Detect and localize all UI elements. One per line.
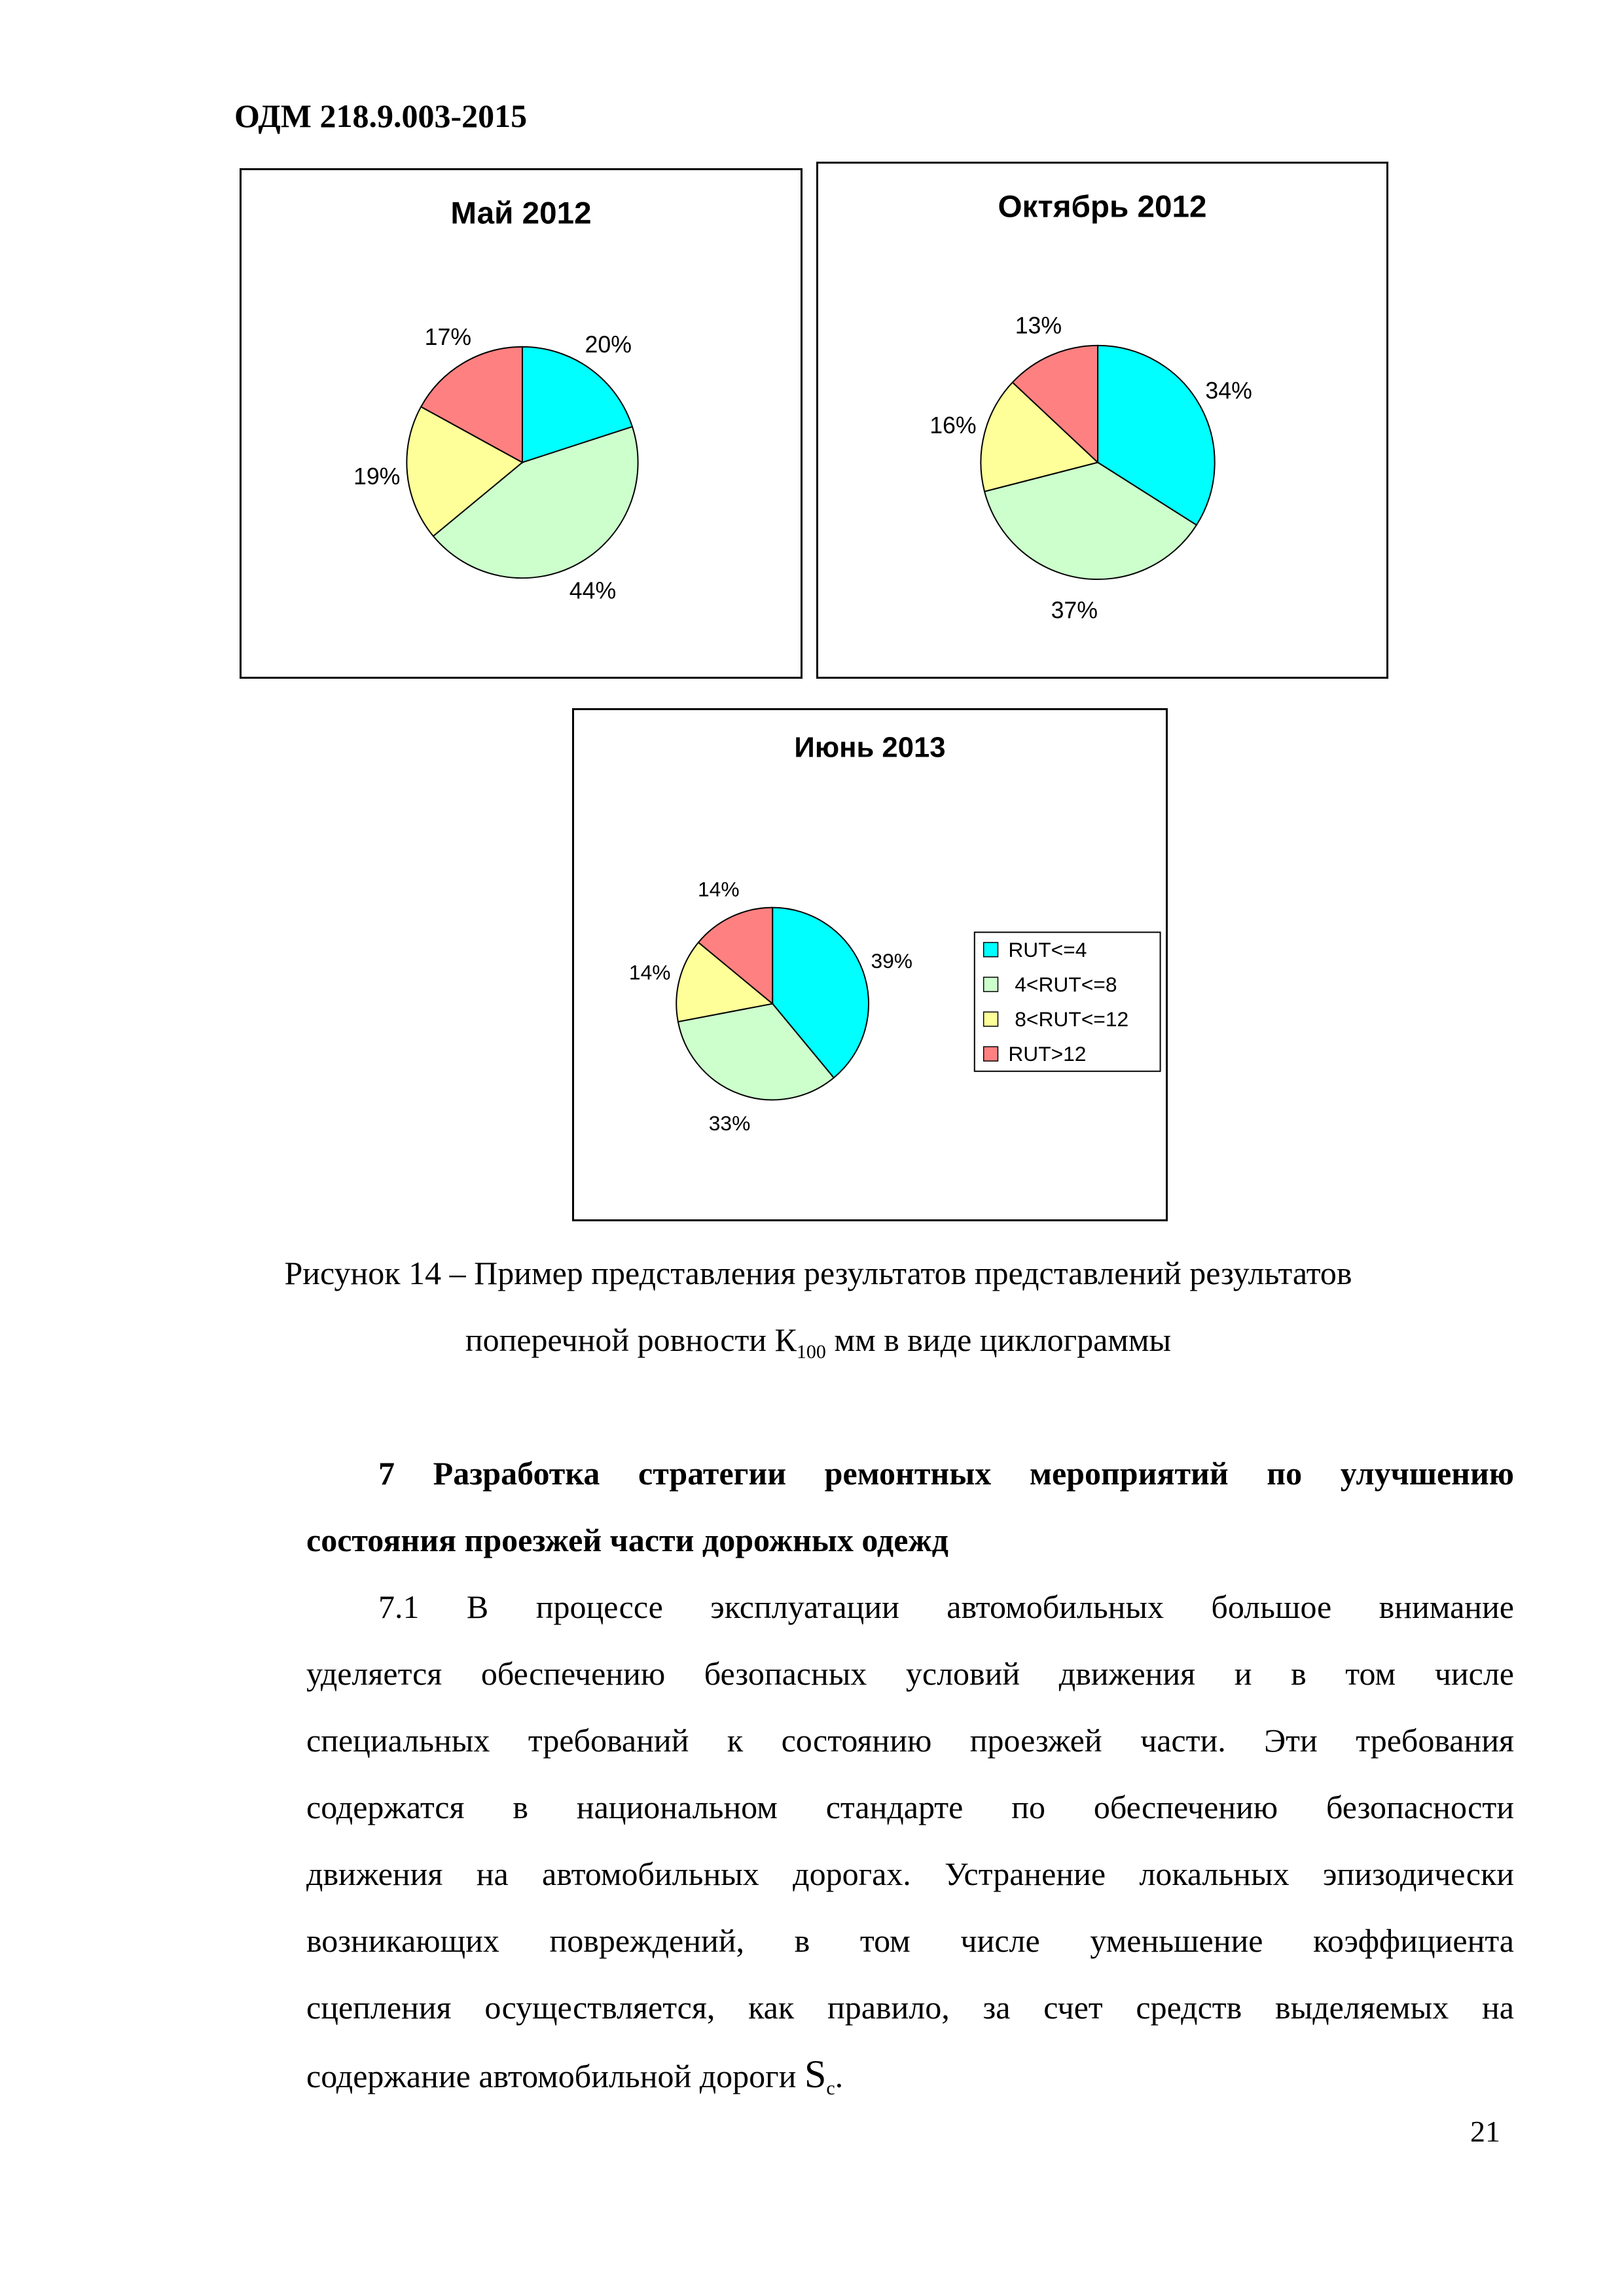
figure-caption bbox=[164, 1240, 1473, 1386]
slice-label-2: 33% bbox=[708, 1111, 751, 1135]
caption-text: поперечной ровности К bbox=[465, 1321, 797, 1358]
pie-chart-october-2012-svg bbox=[818, 164, 1386, 677]
legend-label-3: 8<RUT<=12 bbox=[1015, 1007, 1129, 1031]
slice-label-2: 37% bbox=[1051, 597, 1098, 624]
pie-chart-june-2013-svg bbox=[574, 710, 1166, 1219]
section-7 bbox=[234, 1440, 1514, 2122]
paragraph-text-end: . bbox=[835, 2058, 844, 2094]
slice-label-1: 39% bbox=[871, 949, 913, 973]
caption-text-end: мм в виде циклограммы bbox=[825, 1321, 1172, 1358]
slice-label-3: 16% bbox=[929, 412, 977, 439]
pie-chart-may-2012-svg bbox=[242, 170, 801, 677]
legend-swatch-4 bbox=[984, 1047, 998, 1061]
caption-line-1: Рисунок 14 – Пример представления результатов представлений результатов bbox=[284, 1255, 1352, 1291]
slice-label-4: 13% bbox=[1015, 312, 1062, 339]
heading-line: состояния проезжей части дорожных одежд bbox=[306, 1522, 948, 1558]
page-number: 21 bbox=[1470, 2115, 1500, 2148]
paragraph-7-1 bbox=[234, 1573, 1514, 2122]
slice-label-2: 44% bbox=[569, 577, 617, 604]
paragraph-line: 7.1 В процессе эксплуатации автомобильных большое внимание bbox=[378, 1588, 1514, 1625]
slice-label-1: 34% bbox=[1205, 378, 1252, 404]
legend-swatch-1 bbox=[984, 942, 998, 957]
paragraph-line: возникающих повреждений, в том числе уменьшение коэффициента bbox=[306, 1922, 1514, 1959]
chart-legend bbox=[975, 932, 1161, 1071]
caption-subscript: 100 bbox=[796, 1341, 826, 1363]
legend-swatch-2 bbox=[984, 977, 998, 992]
legend-label-4: RUT>12 bbox=[1008, 1042, 1087, 1066]
legend-label-1: RUT<=4 bbox=[1008, 937, 1087, 961]
paragraph-text: содержание автомобильной дороги bbox=[306, 2058, 804, 2094]
chart-title: Май 2012 bbox=[450, 196, 592, 231]
paragraph-line: сцепления осуществляется, как правило, за счет средств выделяемых на bbox=[306, 1989, 1514, 2026]
symbol-subscript: c bbox=[826, 2077, 835, 2099]
heading-line: 7 Разработка стратегии ремонтных мероприятий по улучшению bbox=[378, 1455, 1514, 1492]
paragraph-line: уделяется обеспечению безопасных условий движения и в том числе bbox=[306, 1655, 1514, 1692]
document-code: ОДМ 218.9.003-2015 bbox=[234, 98, 528, 134]
paragraph-line: специальных требований к состоянию проезжей части. Эти требования bbox=[306, 1722, 1514, 1759]
section-heading bbox=[234, 1440, 1514, 1573]
slice-label-3: 14% bbox=[628, 960, 671, 984]
pie-chart-june-2013 bbox=[572, 708, 1168, 1221]
paragraph-line: движения на автомобильных дорогах. Устранение локальных эпизодически bbox=[306, 1856, 1514, 1892]
pie-chart-may-2012 bbox=[240, 168, 803, 679]
symbol-s: S bbox=[804, 2053, 827, 2096]
paragraph-line: содержатся в национальном стандарте по обеспечению безопасности bbox=[306, 1789, 1514, 1825]
legend-swatch-3 bbox=[984, 1012, 998, 1026]
slice-label-4: 17% bbox=[424, 323, 472, 350]
pie-chart-october-2012 bbox=[816, 162, 1388, 679]
legend-label-2: 4<RUT<=8 bbox=[1015, 972, 1117, 996]
chart-title: Июнь 2013 bbox=[794, 731, 946, 764]
slice-label-3: 19% bbox=[353, 463, 401, 490]
slice-label-4: 14% bbox=[698, 877, 740, 901]
caption-line-2 bbox=[164, 1306, 1473, 1386]
slice-label-1: 20% bbox=[585, 331, 632, 358]
chart-title: Октябрь 2012 bbox=[998, 189, 1207, 224]
paragraph-line bbox=[234, 2041, 1514, 2122]
